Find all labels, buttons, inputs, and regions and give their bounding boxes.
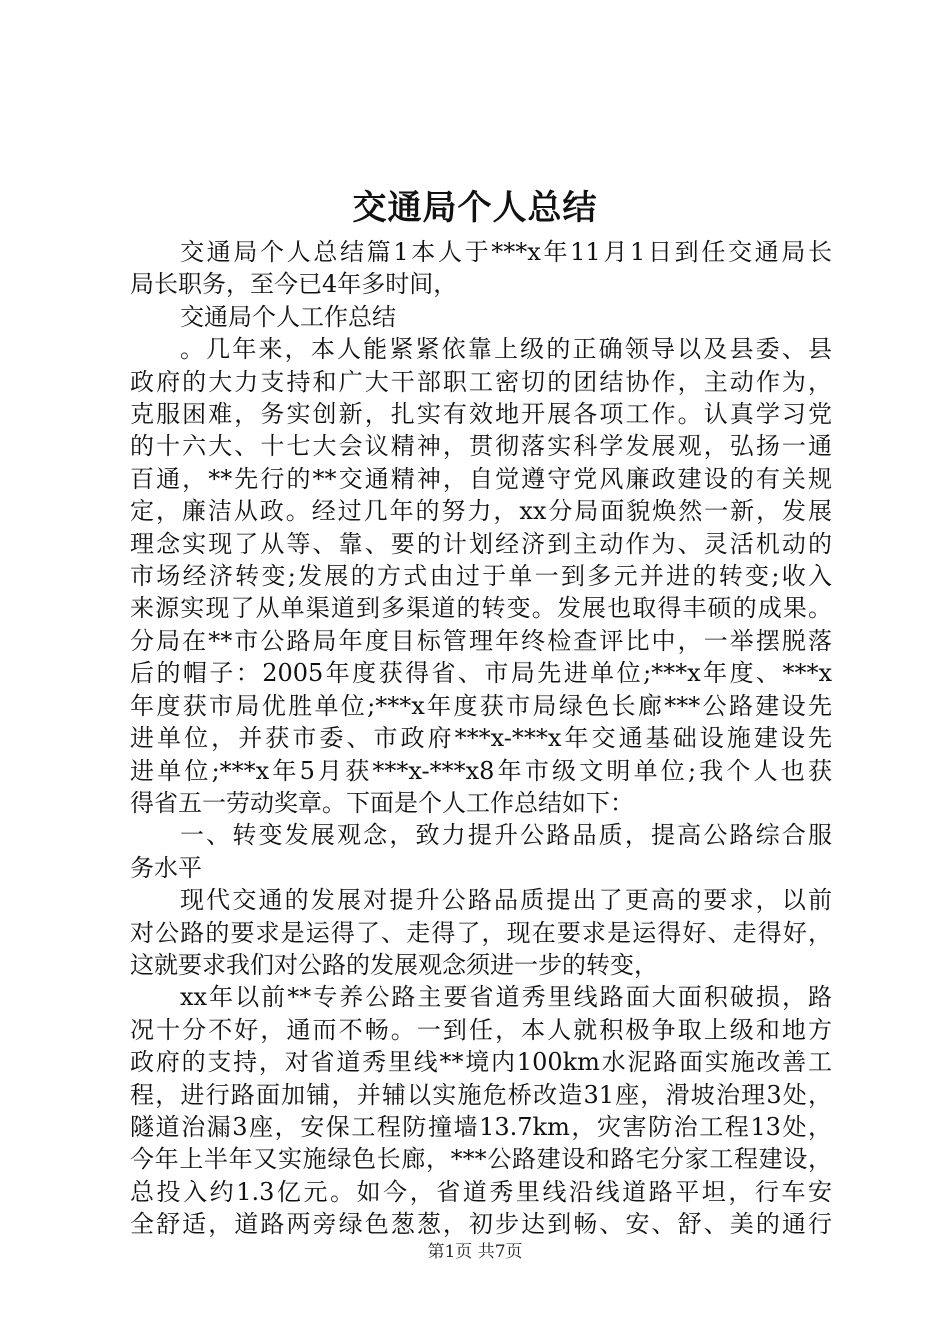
text-line: 交通局个人总结篇1本人于***x年11月1日到任交通局长 [180,238,832,266]
text-line: 百通，**先行的**交通精神，自觉遵守党风廉政建设的有关规 [130,464,832,493]
text-line: 的十六大、十七大会议精神，贯彻落实科学发展观，弘扬一通 [130,432,832,461]
text-line: 局长职务，至今已4年多时间， [130,270,458,299]
text-line: 现代交通的发展对提升公路品质提出了更高的要求，以前 [180,886,832,915]
text-line: 得省五一劳动奖章。下面是个人工作总结如下： [130,788,634,817]
text-line: 定，廉洁从政。经过几年的努力，xx分局面貌焕然一新，发展 [130,497,832,526]
text-line: 交通局个人工作总结 [180,302,396,331]
text-line: 全舒适，道路两旁绿色葱葱，初步达到畅、安、舒、美的通行 [130,1210,832,1239]
text-line: 年度获市局优胜单位;***x年度获市局绿色长廊***公路建设先 [130,691,832,720]
text-line: 务水平 [130,853,202,882]
text-line: 隧道治漏3座，安保工程防撞墙13.7km，灾害防治工程13处， [130,1112,832,1141]
text-line: 克服困难，务实创新，扎实有效地开展各项工作。认真学习党 [130,400,832,429]
text-line: 市场经济转变;发展的方式由过于单一到多元并进的转变;收入 [130,562,832,591]
document-title: 交通局个人总结 [352,188,598,228]
text-line: 这就要求我们对公路的发展观念须进一步的转变， [130,950,658,979]
text-line: 后的帽子：2005年度获得省、市局先进单位;***x年度、***x [130,659,832,688]
text-line: 况十分不好，通而不畅。一到任，本人就积极争取上级和地方 [130,1015,832,1044]
text-line: 分局在**市公路局年度目标管理年终检查评比中，一举摆脱落 [130,626,832,655]
text-line: 政府的大力支持和广大干部职工密切的团结协作，主动作为， [130,367,832,396]
text-line: 进单位;***x年5月获***x-***x8年市级文明单位;我个人也获 [130,756,832,785]
text-line: 进单位，并获市委、市政府***x-***x年交通基础设施建设先 [130,724,832,753]
text-line: 对公路的要求是运得了、走得了，现在要求是运得好、走得好， [130,918,832,947]
text-line: 总投入约1.3亿元。如今，省道秀里线沿线道路平坦，行车安 [130,1177,832,1206]
text-line: 程，进行路面加铺，并辅以实施危桥改造31座，滑坡治理3处， [130,1080,832,1109]
text-line: 一、转变发展观念，致力提升公路品质，提高公路综合服 [180,821,832,850]
document-body [130,236,832,1241]
text-line: xx年以前**专养公路主要省道秀里线路面大面积破损，路 [180,983,832,1012]
text-line: 政府的支持，对省道秀里线**境内100km水泥路面实施改善工 [130,1048,832,1077]
text-line: 今年上半年又实施绿色长廊，***公路建设和路宅分家工程建设， [130,1145,832,1174]
text-line: 理念实现了从等、靠、要的计划经济到主动作为、灵活机动的 [130,529,832,558]
page-footer: 第1页 共7页 [427,1242,523,1262]
text-line: 来源实现了从单渠道到多渠道的转变。发展也取得丰硕的成果。 [130,594,832,623]
text-line: 。几年来，本人能紧紧依靠上级的正确领导以及县委、县 [180,335,832,364]
